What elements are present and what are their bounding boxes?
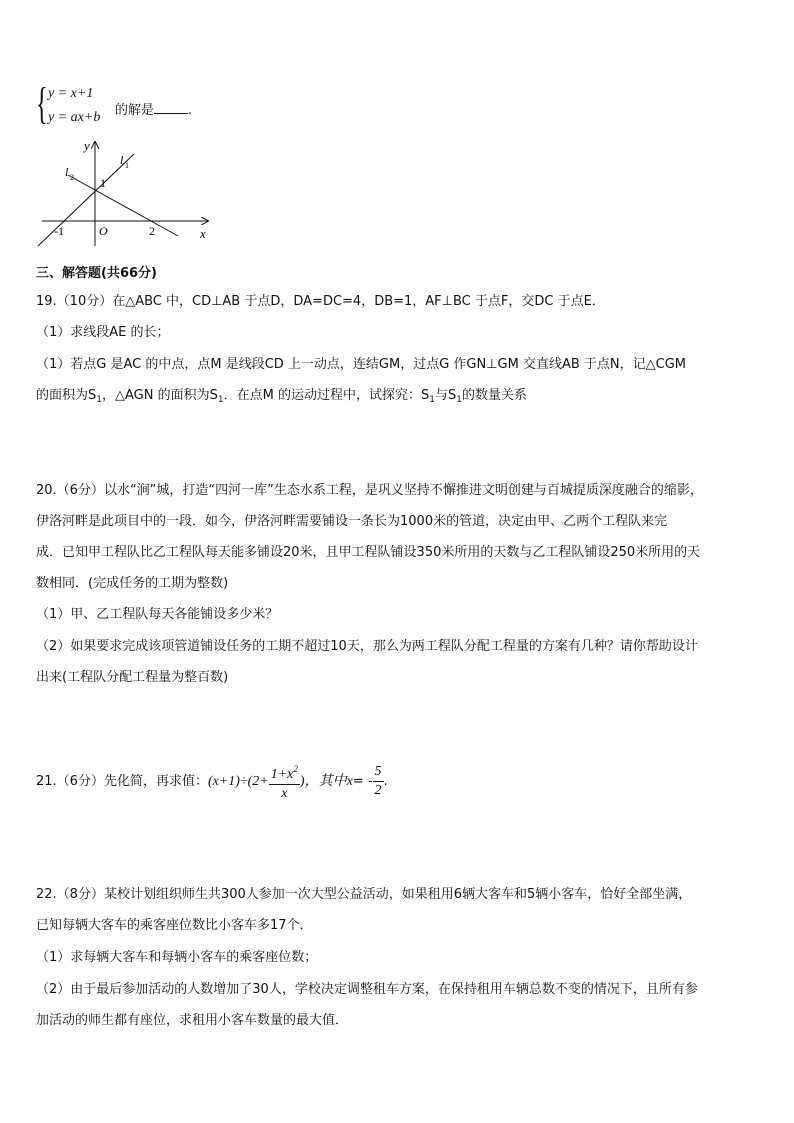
q21-fraction: $\frac{1+x^2}{x}$ — [269, 760, 300, 803]
q19-part1: （1）求线段AE 的长； — [36, 325, 170, 340]
l1-label: l — [120, 153, 124, 167]
graph-figure — [30, 138, 220, 250]
line-l1 — [38, 154, 134, 246]
q21-line: 21.（6分）先化简，再求值：(x+1)÷(2+ $\frac{1+x^2}{x}$ )，其中x= - $\frac{5}{2}$ . — [36, 760, 388, 803]
q22-line1: 22.（8分）某校计划组织师生共300人参加一次大型公益活动，如果租用6辆大客车和5辆小客车，恰好全部坐满， — [36, 887, 692, 902]
system-prompt: 的解是 . — [115, 103, 193, 118]
q20-part2-line1: （2）如果要求完成该项管道铺设任务的工期不超过10天，那么为两工程队分配工程量的方案有几种？请你帮助设计 — [36, 639, 698, 654]
q22-line2: 已知每辆大客车的乘客座位数比小客车多17个． — [36, 918, 313, 933]
line-l2 — [68, 175, 178, 236]
q20-line2: 伊洛河畔是此项目中的一段．如今，伊洛河畔需要铺设一条长为1000米的管道，决定由甲、乙两个工程队来完 — [36, 514, 668, 529]
q20-line4: 数相同．(完成任务的工期为整数) — [36, 576, 229, 591]
section-title: 三、解答题(共66分) — [36, 266, 157, 281]
q22-part2-line1: （2）由于最后参加活动的人数增加了30人，学校决定调整租车方案，在保持租用车辆总数不变的情况下，且所有参 — [36, 982, 698, 997]
q22-part1: （1）求每辆大客车和每辆小客车的乘客座位数； — [36, 950, 318, 965]
tick-y1: 1 — [100, 176, 106, 190]
q19-stem: 19.（10分）在△ABC 中，CD⊥AB 于点D，DA=DC=4，DB=1，AF⊥BC 于点F，交DC 于点E． — [36, 294, 605, 309]
y-label: y — [84, 138, 90, 153]
q19-part2-line2: 的面积为$S_1$，△AGN 的面积为$S_1$．在点M 的运动过程中，试探究：$S_1$与$S_1$的数量关系 — [36, 388, 527, 405]
l2-sub: 2 — [70, 173, 74, 182]
x-label: x — [200, 226, 206, 241]
system-eq1: y = x+1 — [48, 86, 94, 101]
q22-part2-line2: 加活动的师生都有座位，求租用小客车数量的最大值． — [36, 1013, 349, 1028]
q19-part2-line1: （1）若点G 是AC 的中点，点M 是线段CD 上一动点，连结GM，过点G 作GN⊥GM 交直线AB 于点N，记△CGM — [36, 357, 686, 372]
tick-neg1: -1 — [54, 224, 64, 238]
q20-line3: 成．已知甲工程队比乙工程队每天能多铺设20米，且甲工程队铺设350米所用的天数与乙工程队铺设250米所用的天 — [36, 545, 701, 560]
origin-label: O — [99, 224, 108, 238]
answer-blank — [154, 101, 188, 114]
q21-value-fraction: $\frac{5}{2}$ — [374, 764, 382, 798]
tick-2: 2 — [149, 224, 155, 238]
system-brace: { — [36, 79, 48, 128]
q20-part1: （1）甲、乙工程队每天各能铺设多少米？ — [36, 607, 279, 622]
l2-label: l — [65, 165, 69, 179]
q20-part2-line2: 出来(工程队分配工程量为整百数) — [36, 670, 229, 685]
q20-line1: 20.（6分）以水“涧”城，打造“四河一库”生态水系工程，是巩义坚持不懈推进文明创建与百城提质深度融合的缩影， — [36, 483, 703, 498]
system-eq2: y = ax+b — [48, 110, 101, 125]
l1-sub: 1 — [125, 161, 129, 170]
